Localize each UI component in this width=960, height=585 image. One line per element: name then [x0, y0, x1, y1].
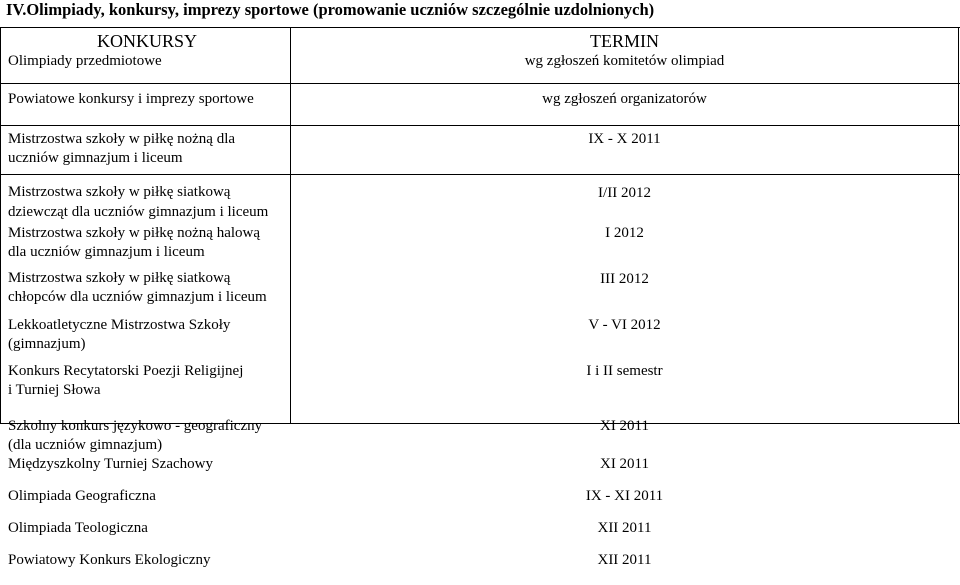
- row-konkurs-ekologiczny-term: XII 2011: [597, 552, 652, 568]
- row-powiatowe-konkursy-term: wg zgłoszeń organizatorów: [542, 91, 707, 107]
- row-olimpiada-teologiczna: Olimpiada Teologiczna: [8, 520, 148, 536]
- row-siatkowka-dziewczat-line2: dziewcząt dla uczniów gimnazjum i liceum: [8, 204, 269, 220]
- row-lekkoatletyka-term: V - VI 2012: [588, 317, 661, 333]
- row-olimpiada-geograficzna: Olimpiada Geograficzna: [8, 488, 156, 504]
- table-right-border: [958, 27, 959, 424]
- row-pilka-nozna-term: IX - X 2011: [588, 131, 661, 147]
- row-konkurs-recytatorski-term: I i II semestr: [586, 363, 663, 379]
- header-konkursy: KONKURSY: [97, 31, 198, 51]
- row-olimpiada-geograficzna-term: IX - XI 2011: [585, 488, 664, 504]
- row-pilka-nozna-line2: uczniów gimnazjum i liceum: [8, 150, 183, 166]
- row-konkurs-jezykowy-term: XI 2011: [599, 418, 650, 434]
- row-siatkowka-chlopcow-term: III 2012: [600, 271, 649, 287]
- section-heading: IV.Olimpiady, konkursy, imprezy sportowe (promowanie uczniów szczególnie uzdolnionych): [6, 0, 655, 19]
- row-konkurs-jezykowy: Szkolny konkurs językowo - geograficzny: [8, 418, 263, 434]
- row-pilka-halowa-term: I 2012: [605, 225, 644, 241]
- row-olimpiady-przedmiotowe-term: wg zgłoszeń komitetów olimpiad: [524, 53, 725, 69]
- row-siatkowka-chlopcow: Mistrzostwa szkoły w piłkę siatkową: [8, 270, 231, 286]
- row-olimpiada-teologiczna-term: XII 2011: [597, 520, 652, 536]
- row-divider: [0, 83, 960, 84]
- row-divider: [0, 174, 960, 175]
- row-pilka-nozna: Mistrzostwa szkoły w piłkę nożną dla: [8, 131, 236, 147]
- row-pilka-halowa-line2: dla uczniów gimnazjum i liceum: [8, 244, 205, 260]
- row-divider: [0, 125, 960, 126]
- row-lekkoatletyka-line2: (gimnazjum): [8, 336, 86, 352]
- row-siatkowka-dziewczat: Mistrzostwa szkoły w piłkę siatkową: [8, 184, 231, 200]
- row-konkurs-recytatorski: Konkurs Recytatorski Poezji Religijnej: [8, 363, 244, 379]
- row-siatkowka-chlopcow-line2: chłopców dla uczniów gimnazjum i liceum: [8, 289, 267, 305]
- row-konkurs-ekologiczny: Powiatowy Konkurs Ekologiczny: [8, 552, 211, 568]
- table-top-border: [0, 27, 960, 28]
- row-turniej-szachowy: Międzyszkolny Turniej Szachowy: [8, 456, 213, 472]
- row-powiatowe-konkursy: Powiatowe konkursy i imprezy sportowe: [8, 91, 254, 107]
- row-pilka-halowa: Mistrzostwa szkoły w piłkę nożną halową: [8, 225, 261, 241]
- row-konkurs-jezykowy-line2: (dla uczniów gimnazjum): [8, 437, 163, 453]
- row-olimpiady-przedmiotowe: Olimpiady przedmiotowe: [8, 53, 162, 69]
- row-konkurs-recytatorski-line2: i Turniej Słowa: [8, 382, 101, 398]
- row-turniej-szachowy-term: XI 2011: [599, 456, 650, 472]
- row-lekkoatletyka: Lekkoatletyczne Mistrzostwa Szkoły: [8, 317, 231, 333]
- table-left-border: [0, 27, 1, 424]
- competitions-table: [0, 27, 960, 585]
- header-termin: TERMIN: [590, 31, 659, 51]
- row-siatkowka-dziewczat-term: I/II 2012: [598, 185, 651, 201]
